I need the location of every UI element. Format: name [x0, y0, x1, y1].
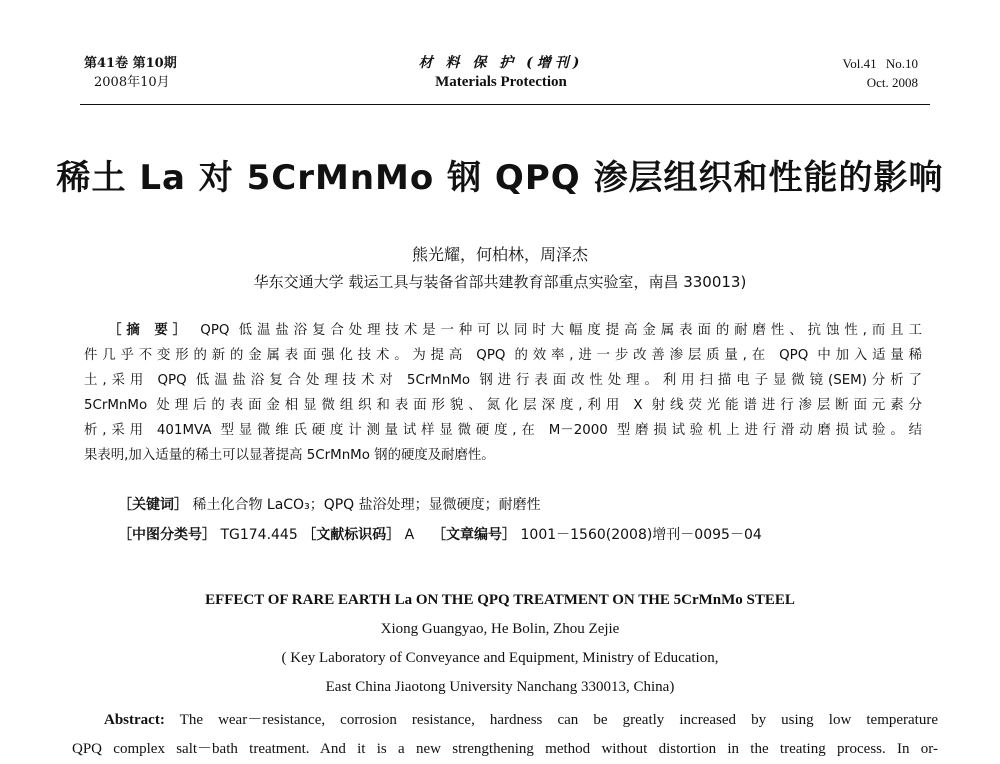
- volume-issue-cn: 第41卷 第10期: [84, 56, 177, 71]
- author-list: 熊光耀，何柏林，周泽杰: [411, 245, 588, 264]
- doc-code-tag: ［文献标识码］: [302, 527, 401, 543]
- date-cn: 2008年10月: [94, 75, 170, 90]
- header-rule: [80, 104, 930, 105]
- english-abstract-line: QPQ complex salt－bath treatment. And it is a new strengthening method without distortion in the treating process. In or-: [72, 741, 938, 757]
- english-abstract-label: Abstract:: [104, 712, 165, 728]
- abstract-cn-tag: ［摘 要］: [108, 323, 192, 338]
- abstract-cn: [84, 318, 922, 468]
- abstract-cn-line: ［摘 要］ QPQ 低温盐浴复合处理技术是一种可以同时大幅度提高金属表面的耐磨性、抗蚀性,而且工: [108, 323, 922, 338]
- journal-name: [84, 54, 918, 92]
- date-en: Oct. 2008: [866, 75, 918, 90]
- keywords-text: 稀土化合物 LaCO₃；QPQ 盐浴处理；显微硬度；耐磨性: [192, 497, 541, 513]
- journal-name-cn: 材 料 保 护 (增刊): [418, 55, 584, 71]
- affiliation: 华东交通大学 载运工具与装备省部共建教育部重点实验室，南昌 330013): [253, 273, 747, 291]
- paper-title: 稀土 La 对 5CrMnMo 钢 QPQ 渗层组织和性能的影响: [56, 158, 944, 198]
- article-id-value: 1001－1560(2008)增刊－0095－04: [520, 527, 762, 543]
- abstract-cn-line: 土,采用 QPQ 低温盐浴复合处理技术对 5CrMnMo 钢进行表面改性处理。利用扫描电子显微镜(SEM)分析了: [84, 373, 922, 388]
- issue-info-en: [843, 54, 918, 92]
- clc-value: TG174.445: [220, 527, 298, 543]
- abstract-cn-line: 5CrMnMo 处理后的表面金相显微组织和表面形貌、氮化层深度,利用 X 射线荧光能谱进行渗层断面元素分: [84, 398, 922, 413]
- volume-issue-en: Vol.41 No.10: [842, 56, 918, 71]
- english-abstract-line: Abstract: The wear－resistance, corrosion resistance, hardness can be greatly increased by using low temperature: [104, 712, 938, 728]
- english-abstract: [72, 706, 938, 764]
- clc-tag: ［中图分类号］: [118, 527, 216, 543]
- journal-header: [84, 54, 918, 102]
- article-id-tag: ［文章编号］: [432, 527, 517, 543]
- doc-code-value: A: [404, 527, 415, 543]
- abstract-cn-line: 析,采用 401MVA 型显微维氏硬度计测量试样显微硬度,在 M－2000 型磨损试验机上进行滑动磨损试验。结: [84, 423, 922, 438]
- english-title: EFFECT OF RARE EARTH La ON THE QPQ TREATMENT ON THE 5CrMnMo STEEL: [205, 592, 795, 608]
- classification-info: [118, 524, 762, 544]
- abstract-cn-line: 件几乎不变形的新的金属表面强化技术。为提高 QPQ 的效率,进一步改善渗层质量,在 QPQ 中加入适量稀: [84, 348, 922, 363]
- abstract-cn-line: 果表明,加入适量的稀土可以显著提高 5CrMnMo 钢的硬度及耐磨性。: [84, 448, 495, 463]
- journal-name-en: Materials Protection: [435, 74, 567, 90]
- english-affiliation-line1: ( Key Laboratory of Conveyance and Equipment, Ministry of Education,: [281, 650, 719, 666]
- keywords: [118, 494, 541, 514]
- english-affiliation-line2: East China Jiaotong University Nanchang 330013, China): [325, 679, 675, 695]
- english-authors: Xiong Guangyao, He Bolin, Zhou Zejie: [380, 621, 620, 637]
- keywords-tag: ［关键词］: [118, 497, 188, 513]
